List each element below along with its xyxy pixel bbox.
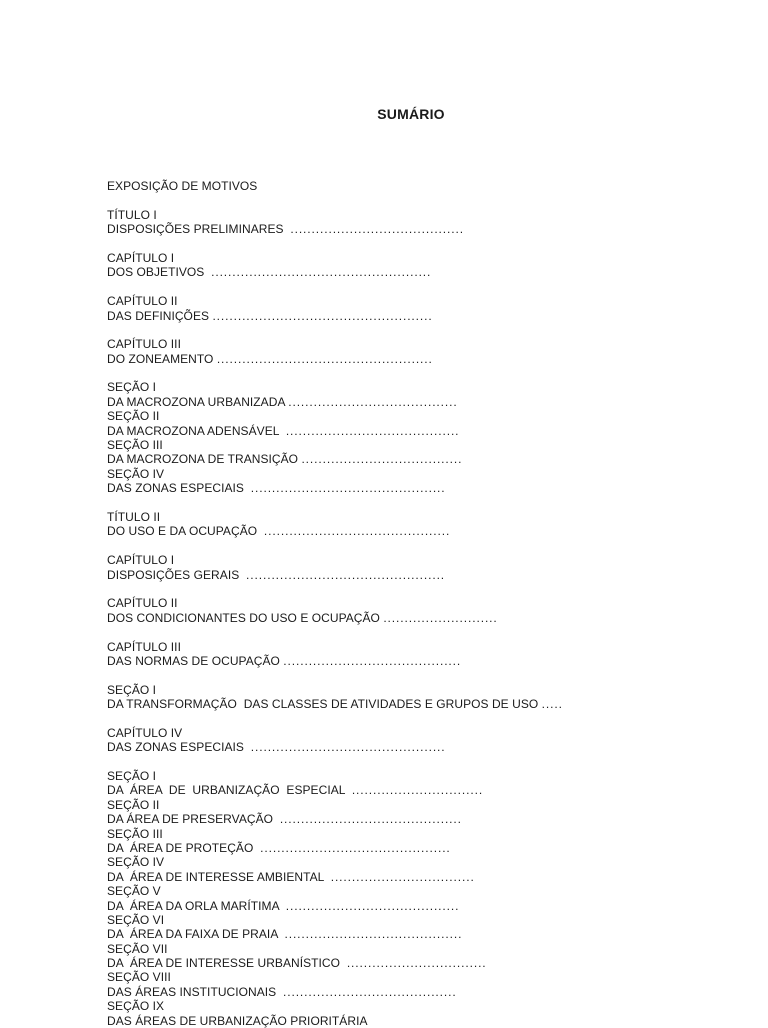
- toc-entry: [107, 309, 607, 323]
- toc-entry: [107, 251, 607, 265]
- toc-entry-text: DA ÁREA DA FAIXA DE PRAIA: [107, 927, 285, 942]
- toc-entry: [107, 553, 607, 567]
- toc-leader-dots: .................................: [346, 956, 487, 971]
- toc-entry-text: DAS ZONAS ESPECIAIS: [107, 481, 251, 496]
- toc-entry: [107, 337, 607, 351]
- toc-entry-text: SEÇÃO II: [107, 797, 160, 812]
- toc-entry: [107, 208, 607, 222]
- toc-entry-text: DISPOSIÇÕES PRELIMINARES: [107, 222, 291, 237]
- toc-entry-text: DA ÁREA DE INTERESSE AMBIENTAL: [107, 869, 331, 884]
- toc-leader-dots: ..............................................: [250, 740, 446, 755]
- toc-entry: [107, 740, 607, 754]
- toc-entry: [107, 524, 607, 538]
- toc-entry: [107, 697, 607, 711]
- toc-entry: [107, 999, 607, 1013]
- toc-entry-text: CAPÍTULO IV: [107, 725, 183, 740]
- toc-entry: [107, 452, 607, 466]
- toc-leader-dots: ....................................................: [211, 265, 432, 280]
- toc-entry-text: DOS OBJETIVOS: [107, 265, 212, 280]
- toc-entry: [107, 611, 607, 625]
- toc-entry: [107, 683, 607, 697]
- toc-entry: [107, 179, 607, 193]
- toc-entry-text: SEÇÃO IV: [107, 855, 165, 870]
- toc-entry-text: SEÇÃO III: [107, 826, 163, 841]
- toc-entry: [107, 855, 607, 869]
- toc-entry-text: CAPÍTULO III: [107, 337, 181, 352]
- page-title: SUMÁRIO: [377, 106, 445, 122]
- toc-entry: [107, 985, 607, 999]
- toc-leader-dots: .........................................: [285, 423, 460, 438]
- toc-entry-text: DAS DEFINIÇÕES: [107, 308, 213, 323]
- toc-entry: [107, 352, 607, 366]
- toc-entry-text: TÍTULO II: [107, 509, 161, 524]
- toc-entry-text: DAS ÁREAS INSTITUCIONAIS: [107, 984, 283, 999]
- toc-entry: [107, 265, 607, 279]
- toc-entry-text: CAPÍTULO III: [107, 639, 181, 654]
- toc-entry-text: SEÇÃO III: [107, 438, 163, 453]
- toc-entry: [107, 812, 607, 826]
- toc-entry-text: DA MACROZONA ADENSÁVEL: [107, 423, 286, 438]
- toc-entry: [107, 424, 607, 438]
- toc-leader-dots: ...............................: [351, 783, 484, 798]
- toc-entry-text: DA ÁREA DE URBANIZAÇÃO ESPECIAL: [107, 783, 352, 798]
- toc-entry: [107, 899, 607, 913]
- toc-entry: [107, 294, 607, 308]
- toc-leader-dots: .............................................: [260, 840, 451, 855]
- toc-leader-dots: ............................................: [263, 524, 451, 539]
- toc-entry-text: DO USO E DA OCUPAÇÃO: [107, 524, 264, 539]
- toc-spacer: [107, 668, 607, 682]
- toc-spacer: [107, 280, 607, 294]
- toc-entry: [107, 654, 607, 668]
- toc-entry: [107, 380, 607, 394]
- toc-leader-dots: ........................................: [288, 394, 458, 409]
- toc-leader-dots: ..........................................: [283, 653, 462, 668]
- toc-entry: [107, 798, 607, 812]
- toc-entry-text: SEÇÃO I: [107, 769, 157, 784]
- toc-leader-dots: ...........................: [383, 610, 498, 625]
- toc-spacer: [107, 366, 607, 380]
- toc-entry: [107, 596, 607, 610]
- toc-leader-dots: .........................................: [283, 984, 457, 999]
- toc-entry-text: SEÇÃO VII: [107, 941, 168, 956]
- toc-spacer: [107, 193, 607, 207]
- toc-entry-text: CAPÍTULO II: [107, 294, 178, 309]
- toc-entry-text: DA ÁREA DE PROTEÇÃO: [107, 840, 261, 855]
- toc-entry-text: SEÇÃO I: [107, 380, 157, 395]
- toc-entry-text: DOS CONDICIONANTES DO USO E OCUPAÇÃO: [107, 610, 384, 625]
- toc-entry-text: CAPÍTULO II: [107, 596, 178, 611]
- toc-entry: [107, 841, 607, 855]
- toc-leader-dots: .........................................: [290, 222, 464, 237]
- toc-leader-dots: .........................................: [285, 898, 460, 913]
- toc-entry: [107, 942, 607, 956]
- toc-spacer: [107, 711, 607, 725]
- toc-spacer: [107, 323, 607, 337]
- toc-entry: [107, 783, 607, 797]
- toc-entry: [107, 640, 607, 654]
- toc-leader-dots: ......................................: [301, 452, 463, 467]
- toc-entry-text: CAPÍTULO I: [107, 250, 175, 265]
- toc-entry-text: DAS ÁREAS DE URBANIZAÇÃO PRIORITÁRIA: [107, 1013, 368, 1028]
- toc-entry: [107, 956, 607, 970]
- toc-entry: [107, 510, 607, 524]
- toc-entry-text: DA ÁREA DA ORLA MARÍTIMA: [107, 898, 286, 913]
- toc-entry-text: DO ZONEAMENTO: [107, 351, 217, 366]
- toc-entry-text: SEÇÃO IV: [107, 466, 165, 481]
- toc-entry-text: SEÇÃO VI: [107, 912, 165, 927]
- table-of-contents: [107, 179, 607, 1028]
- toc-entry: [107, 726, 607, 740]
- toc-leader-dots: ...................................................: [216, 351, 433, 366]
- toc-entry-text: EXPOSIÇÃO DE MOTIVOS: [107, 179, 258, 193]
- toc-spacer: [107, 755, 607, 769]
- toc-leader-dots: .....: [541, 697, 563, 712]
- toc-entry: [107, 927, 607, 941]
- toc-entry-text: DAS ZONAS ESPECIAIS: [107, 740, 251, 755]
- toc-entry: [107, 222, 607, 236]
- toc-entry-text: SEÇÃO VIII: [107, 970, 171, 985]
- toc-entry: [107, 827, 607, 841]
- toc-leader-dots: ....................................................: [212, 308, 433, 323]
- toc-entry: [107, 970, 607, 984]
- toc-entry: [107, 481, 607, 495]
- toc-entry-text: SEÇÃO IX: [107, 999, 165, 1014]
- toc-entry: [107, 409, 607, 423]
- toc-entry-text: DISPOSIÇÕES GERAIS: [107, 567, 247, 582]
- toc-entry-text: TÍTULO I: [107, 207, 157, 222]
- toc-entry: [107, 884, 607, 898]
- toc-entry: [107, 1014, 607, 1028]
- toc-entry-text: CAPÍTULO I: [107, 553, 175, 568]
- toc-entry: [107, 870, 607, 884]
- toc-entry-text: DA MACROZONA DE TRANSIÇÃO: [107, 452, 302, 467]
- toc-leader-dots: ..........................................: [284, 927, 463, 942]
- toc-entry-text: DA MACROZONA URBANIZADA: [107, 394, 289, 409]
- toc-leader-dots: ..................................: [330, 869, 475, 884]
- toc-entry: [107, 769, 607, 783]
- toc-spacer: [107, 539, 607, 553]
- toc-spacer: [107, 496, 607, 510]
- toc-entry-text: SEÇÃO I: [107, 682, 157, 697]
- toc-entry-text: DAS NORMAS DE OCUPAÇÃO: [107, 653, 284, 668]
- toc-entry: [107, 568, 607, 582]
- toc-entry-text: DA ÁREA DE PRESERVAÇÃO: [107, 812, 280, 827]
- toc-entry-text: SEÇÃO V: [107, 884, 161, 899]
- toc-entry-text: DA TRANSFORMAÇÃO DAS CLASSES DE ATIVIDADES E GRUPOS DE USO: [107, 697, 542, 712]
- toc-leader-dots: ...............................................: [246, 567, 446, 582]
- toc-entry-text: SEÇÃO II: [107, 409, 160, 424]
- toc-leader-dots: ..............................................: [250, 481, 446, 496]
- toc-entry: [107, 913, 607, 927]
- toc-leader-dots: ...........................................: [279, 812, 462, 827]
- toc-entry: [107, 395, 607, 409]
- toc-spacer: [107, 237, 607, 251]
- toc-spacer: [107, 625, 607, 639]
- toc-entry: [107, 467, 607, 481]
- toc-spacer: [107, 582, 607, 596]
- toc-entry: [107, 438, 607, 452]
- toc-entry-text: DA ÁREA DE INTERESSE URBANÍSTICO: [107, 956, 347, 971]
